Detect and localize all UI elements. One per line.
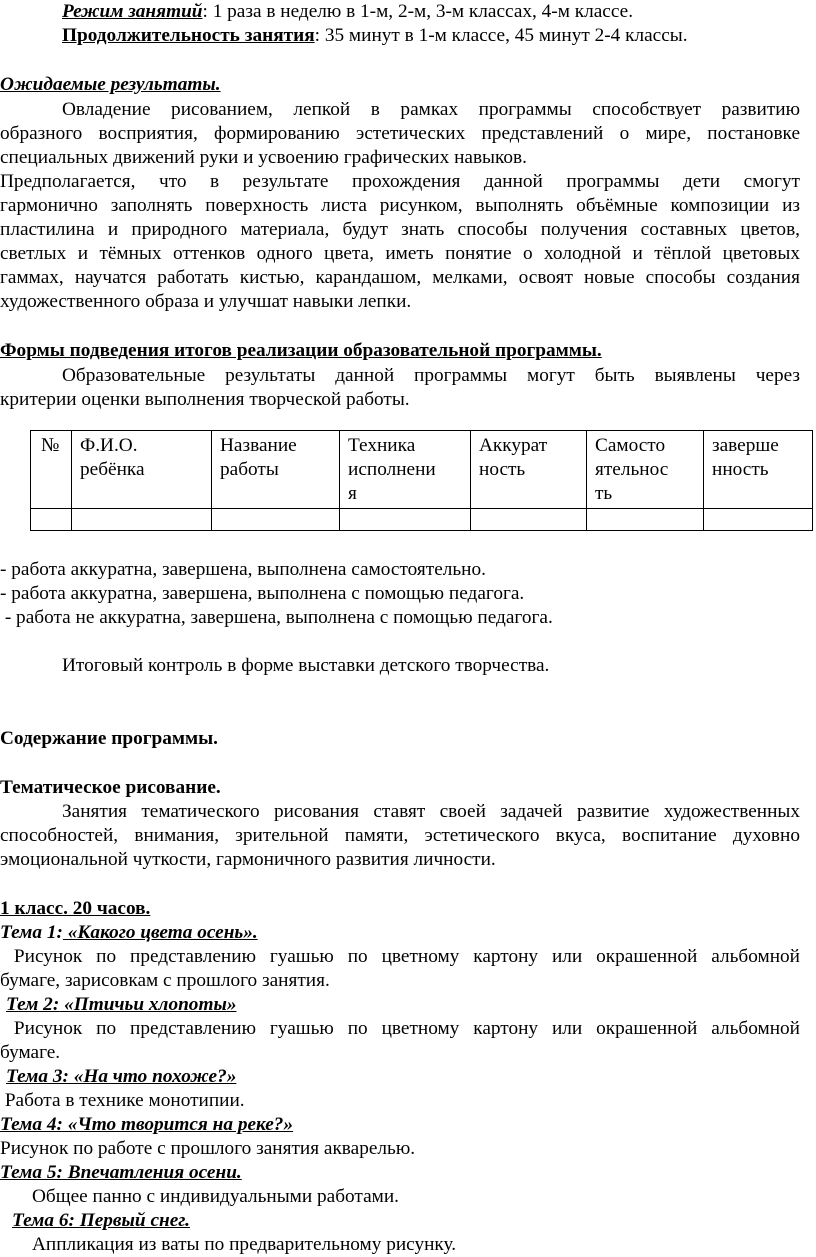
topic-label: Тема 1: bbox=[0, 922, 63, 943]
table-cell[interactable] bbox=[340, 509, 471, 531]
forms-heading: Формы подведения итогов реализации образовательной программы. bbox=[0, 340, 602, 361]
grade1-heading: 1 класс. 20 часов. bbox=[0, 898, 151, 919]
results-p2-line: гармонично заполнять поверхность листа рисунком, выполнять объёмные композиции из bbox=[0, 195, 800, 216]
results-p2-line: Предполагается, что в результате прохождения данной программы дети смогут bbox=[0, 171, 800, 192]
topic-heading bbox=[0, 921, 816, 945]
thematic-p-line: эмоциональной чуткости, гармоничного развития личности. bbox=[0, 849, 496, 870]
topic-desc-line: Работа в технике монотипии. bbox=[0, 1090, 245, 1111]
results-p2-line: гаммах, научатся работать кистью, карандашом, мелками, освоят новые способы создания bbox=[0, 267, 800, 288]
topic-heading: Тема 3: «На что похоже?» bbox=[6, 1066, 237, 1087]
forms-p-line: критерии оценки выполнения творческой работы. bbox=[0, 389, 410, 410]
final-control: Итоговый контроль в форме выставки детского творчества. bbox=[62, 655, 550, 676]
criteria-item: - работа аккуратна, завершена, выполнена с помощью педагога. bbox=[0, 583, 525, 604]
topic-desc-line: Рисунок по представлению гуашью по цветному картону или окрашенной альбомной bbox=[0, 946, 800, 967]
results-p2-line: пластилина и природного материала, будут знать способы получения составных цветов, bbox=[0, 219, 800, 240]
criteria-item: - работа аккуратна, завершена, выполнена самостоятельно. bbox=[0, 559, 486, 580]
duration-colon: : bbox=[314, 25, 320, 46]
table-cell[interactable] bbox=[471, 509, 587, 531]
thematic-heading: Тематическое рисование. bbox=[0, 777, 221, 798]
topic-desc-line: бумаге, зарисовкам с прошлого занятия. bbox=[0, 970, 330, 991]
header-cell-number: № bbox=[31, 431, 72, 509]
header-cell-work-title: Название работы bbox=[212, 431, 340, 509]
mode-text: 1 раза в неделю в 1-м, 2-м, 3-м классах, 4-м классе. bbox=[207, 1, 634, 22]
results-p2-line: художественного образа и улучшат навыки лепки. bbox=[0, 291, 412, 312]
results-p2-line: светлых и тёмных оттенков одного цвета, иметь понятие о холодной и тёплой цветовых bbox=[0, 243, 800, 264]
topic-desc-line: Общее панно с индивидуальными работами. bbox=[32, 1186, 399, 1207]
topic-heading bbox=[6, 993, 816, 1017]
results-p1-line: образного восприятия, формированию эстетических представлений о мире, постановке bbox=[0, 123, 800, 144]
header-cell-completeness: заверше нность bbox=[704, 431, 813, 509]
thematic-p-line: Занятия тематического рисования ставят своей задачей развитие художественных bbox=[62, 801, 800, 822]
mode-label: Режим занятий bbox=[62, 1, 203, 22]
header-cell-name: Ф.И.О. ребёнка bbox=[72, 431, 212, 509]
table-cell[interactable] bbox=[212, 509, 340, 531]
results-p1-line: специальных движений руки и усвоению графических навыков. bbox=[0, 147, 527, 168]
topic-desc-line: Рисунок по работе с прошлого занятия акварелью. bbox=[0, 1138, 416, 1159]
topic-desc-line: бумаге. bbox=[0, 1042, 61, 1063]
topic-label: Тем 2: bbox=[6, 994, 60, 1015]
table-row bbox=[31, 509, 813, 531]
thematic-p-line: способностей, внимания, зрительной памяти, эстетического вкуса, воспитание духовно bbox=[0, 825, 800, 846]
topic-title: «Птичьи хлопоты» bbox=[59, 994, 237, 1015]
topic-heading: Тема 6: Первый снег. bbox=[12, 1210, 190, 1231]
duration-label: Продолжительность занятия bbox=[62, 25, 315, 46]
topic-desc-line: Рисунок по представлению гуашью по цветному картону или окрашенной альбомной bbox=[0, 1018, 800, 1039]
topic-title: «Какого цвета осень». bbox=[62, 922, 258, 943]
header-cell-technique: Техника исполнени я bbox=[340, 431, 471, 509]
table-cell[interactable] bbox=[704, 509, 813, 531]
table-cell[interactable] bbox=[72, 509, 212, 531]
duration-text: 35 минут в 1-м классе, 45 минут 2-4 классы. bbox=[320, 25, 688, 46]
topic-desc-line: Аппликация из ваты по предварительному рисунку. bbox=[32, 1234, 457, 1255]
topic-heading: Тема 5: Впечатления осени. bbox=[0, 1162, 242, 1183]
content-heading: Содержание программы. bbox=[0, 728, 218, 749]
header-cell-accuracy: Аккурат ность bbox=[471, 431, 587, 509]
results-heading: Ожидаемые результаты. bbox=[0, 74, 221, 95]
duration-line bbox=[62, 24, 816, 48]
mode-line bbox=[62, 0, 816, 24]
criteria-item: - работа не аккуратна, завершена, выполнена с помощью педагога. bbox=[0, 607, 553, 628]
assessment-table bbox=[30, 430, 813, 531]
table-header-row bbox=[31, 431, 813, 509]
header-cell-independence: Самосто ятельнос ть bbox=[587, 431, 704, 509]
table-cell[interactable] bbox=[587, 509, 704, 531]
topic-heading: Тема 4: «Что творится на реке?» bbox=[0, 1114, 294, 1135]
forms-p-line: Образовательные результаты данной программы могут быть выявлены через bbox=[62, 365, 800, 386]
results-p1-line: Овладение рисованием, лепкой в рамках программы способствует развитию bbox=[62, 99, 800, 120]
table-cell[interactable] bbox=[31, 509, 72, 531]
mode-colon: : bbox=[202, 1, 208, 22]
